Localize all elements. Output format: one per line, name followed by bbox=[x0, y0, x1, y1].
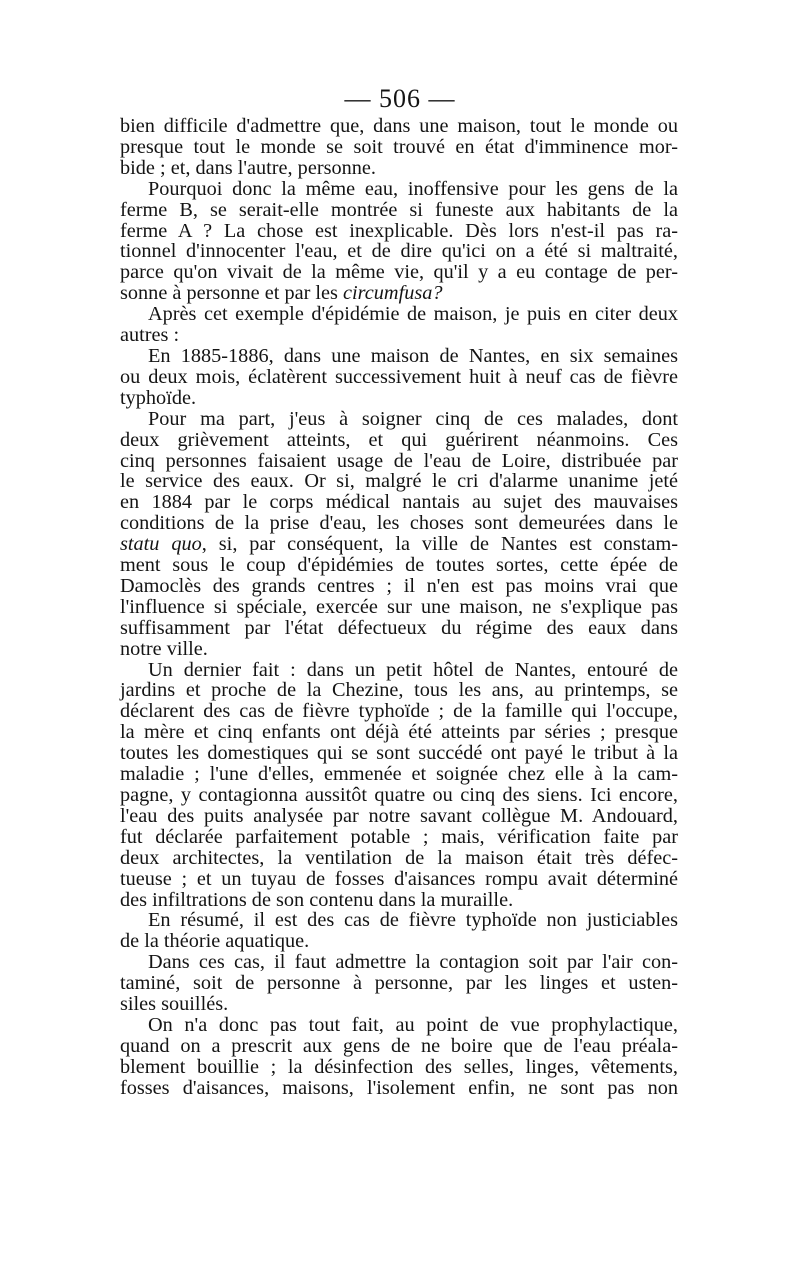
text-line: jardins et proche de la Chezine, tous les ans, au printemps, se bbox=[120, 679, 678, 702]
text-line: typhoïde. bbox=[120, 386, 197, 409]
paragraph-1 bbox=[120, 116, 678, 179]
text-line: Pour ma part, j'eus à soigner cinq de ces malades, dont bbox=[148, 407, 678, 430]
text-line: conditions de la prise d'eau, les choses sont demeurées dans le bbox=[120, 512, 678, 535]
text-line: ferme A ? La chose est inexplicable. Dès lors n'est-il pas ra- bbox=[120, 219, 678, 242]
text-line: le service des eaux. Or si, malgré le cri d'alarme unanime jeté bbox=[120, 470, 678, 493]
text-line: toutes les domestiques qui se sont succédé ont payé le tribut à la bbox=[120, 742, 678, 765]
text-line: deux architectes, la ventilation de la maison était très défec- bbox=[120, 846, 678, 869]
text-line: autres : bbox=[120, 324, 180, 347]
italic-term: circumfusa? bbox=[343, 282, 443, 305]
text-line: blement bouillie ; la désinfection des selles, linges, vêtements, bbox=[120, 1055, 678, 1078]
body-text bbox=[120, 116, 678, 1099]
paragraph-5 bbox=[120, 409, 678, 660]
text-line: quand on a prescrit aux gens de ne boire que de l'eau préala- bbox=[120, 1034, 678, 1057]
paragraph-2 bbox=[120, 179, 678, 304]
text-line: fosses d'aisances, maisons, l'isolement enfin, ne sont pas non bbox=[120, 1076, 678, 1099]
text-line: Un dernier fait : dans un petit hôtel de Nantes, entouré de bbox=[148, 658, 678, 681]
text-line: ou deux mois, éclatèrent successivement huit à neuf cas de fièvre bbox=[120, 365, 678, 388]
text-line: déclarent des cas de fièvre typhoïde ; de la famille qui l'occupe, bbox=[120, 700, 678, 723]
paragraph-6 bbox=[120, 660, 678, 911]
text-fragment: sonne à personne et par les bbox=[120, 282, 344, 305]
text-line: parce qu'on vivait de la même vie, qu'il y a eu contage de per- bbox=[120, 261, 678, 284]
text-line bbox=[120, 283, 678, 304]
text-line: Damoclès des grands centres ; il n'en est pas moins vrai que bbox=[120, 574, 678, 597]
text-line: tueuse ; et un tuyau de fosses d'aisances rompu avait déterminé bbox=[120, 867, 678, 890]
text-line: maladie ; l'une d'elles, emmenée et soignée chez elle à la cam- bbox=[120, 763, 678, 786]
text-line: taminé, soit de personne à personne, par les linges et usten- bbox=[120, 972, 678, 995]
text-line: en 1884 par le corps médical nantais au sujet des mauvaises bbox=[120, 491, 678, 514]
text-line: de la théorie aquatique. bbox=[120, 930, 310, 953]
text-line: deux grièvement atteints, et qui guérirent néanmoins. Ces bbox=[120, 428, 678, 451]
text-line: Dans ces cas, il faut admettre la contagion soit par l'air con- bbox=[148, 951, 678, 974]
paragraph-8 bbox=[120, 952, 678, 1015]
text-line: On n'a donc pas tout fait, au point de vue prophylactique, bbox=[148, 1013, 678, 1036]
page-number: — 506 — bbox=[344, 84, 456, 113]
text-line bbox=[120, 534, 678, 555]
paragraph-4 bbox=[120, 346, 678, 409]
paragraph-9 bbox=[120, 1015, 678, 1099]
text-line: bide ; et, dans l'autre, personne. bbox=[120, 156, 376, 179]
text-fragment: , si, par conséquent, la ville de Nantes est constam- bbox=[201, 533, 678, 556]
text-line: presque tout le monde se soit trouvé en état d'imminence mor- bbox=[120, 135, 678, 158]
text-line: ment sous le coup d'épidémies de toutes sortes, cette épée de bbox=[120, 554, 678, 577]
text-line: Après cet exemple d'épidémie de maison, je puis en citer deux bbox=[148, 303, 678, 326]
paragraph-3 bbox=[120, 304, 678, 346]
text-line: ferme B, se serait-elle montrée si funeste aux habitants de la bbox=[120, 198, 678, 221]
text-line: En résumé, il est des cas de fièvre typhoïde non justiciables bbox=[148, 909, 678, 932]
text-line: l'influence si spéciale, exercée sur une maison, ne s'explique pas bbox=[120, 595, 678, 618]
italic-term: statu quo bbox=[120, 533, 202, 556]
text-line: la mère et cinq enfants ont déjà été atteints par séries ; presque bbox=[120, 721, 678, 744]
text-line: notre ville. bbox=[120, 637, 208, 660]
text-line: tionnel d'innocenter l'eau, et de dire qu'ici on a été si maltraité, bbox=[120, 240, 678, 263]
text-line: bien difficile d'admettre que, dans une maison, tout le monde ou bbox=[120, 115, 678, 137]
text-line: des infiltrations de son contenu dans la muraille. bbox=[120, 888, 514, 911]
text-line: suffisamment par l'état défectueux du régime des eaux dans bbox=[120, 616, 678, 639]
text-line: l'eau des puits analysée par notre savant collègue M. Andouard, bbox=[120, 804, 678, 827]
text-line: En 1885-1886, dans une maison de Nantes, en six semaines bbox=[148, 344, 678, 367]
paragraph-7 bbox=[120, 910, 678, 952]
text-line: siles souillés. bbox=[120, 993, 229, 1016]
text-line: fut déclarée parfaitement potable ; mais, vérification faite par bbox=[120, 825, 678, 848]
text-line: cinq personnes faisaient usage de l'eau de Loire, distribuée par bbox=[120, 449, 678, 472]
text-line: pagne, y contagionna aussitôt quatre ou cinq des siens. Ici encore, bbox=[120, 784, 678, 806]
text-line: Pourquoi donc la même eau, inoffensive pour les gens de la bbox=[148, 177, 678, 200]
